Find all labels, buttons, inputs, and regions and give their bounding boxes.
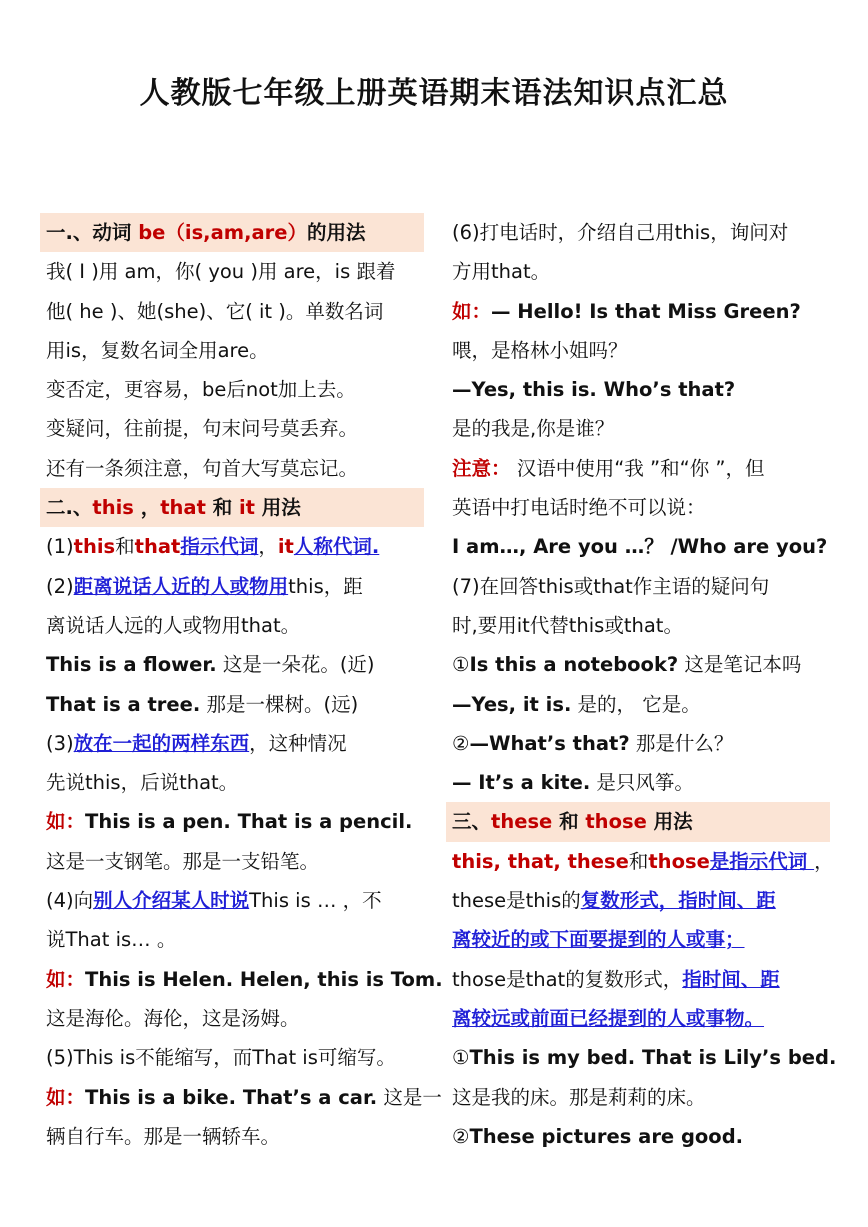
- text-line: 他( he )、她(she)、它( it )。单数名词: [46, 299, 384, 323]
- translation-line: 这是一支钢笔。那是一支铅笔。: [46, 849, 320, 873]
- example-line: 如：— Hello! Is that Miss Green?: [452, 299, 801, 323]
- left-column: [40, 213, 443, 1156]
- example-line: 如：This is a bike. That’s a car. 这是一: [46, 1085, 442, 1109]
- text-line: 我( I )用 am，你( you )用 are，is 跟着: [46, 260, 396, 284]
- text-line: 时,要用it代替this或that。: [452, 613, 683, 637]
- right-column: [446, 213, 837, 1156]
- example-line: — It’s a kite. 是只风筝。: [452, 771, 694, 795]
- page-title: 人教版七年级上册英语期末语法知识点汇总: [139, 76, 729, 111]
- text-line: 离说话人远的人或物用that。: [46, 613, 301, 637]
- example-line: 如：This is Helen. Helen, this is Tom.: [46, 967, 443, 991]
- point-1: (1)this和that指示代词，it人称代词.: [46, 535, 380, 559]
- translation-line: 是的我是,你是谁？: [452, 417, 615, 441]
- text-line: these是this的复数形式，指时间、距: [452, 889, 776, 913]
- example-line: —Yes, this is. Who’s that?: [452, 378, 736, 402]
- example-line: 如：This is a pen. That is a pencil.: [46, 810, 413, 834]
- example-line: That is a tree. 那是一棵树。(远): [46, 692, 359, 716]
- text-line: 还有一条须注意，句首大写莫忘记。: [46, 456, 359, 480]
- example-line: ①Is this a notebook? 这是笔记本吗: [452, 653, 802, 677]
- text-line: those是that的复数形式，指时间、距: [452, 967, 780, 991]
- example-line: This is a flower. 这是一朵花。(近): [46, 653, 375, 677]
- text-line: 变疑问，往前提，句末问号莫丢弃。: [46, 417, 359, 441]
- note-line: 注意： 汉语中使用“我 ”和“你 ”，但: [452, 456, 765, 480]
- example-line: —Yes, it is. 是的， 它是。: [452, 692, 701, 716]
- text-line: 变否定，更容易，be后not加上去。: [46, 378, 356, 402]
- point-4: (4)向别人介绍某人时说This is … ，不: [46, 889, 382, 913]
- example-line: I am…, Are you …？ /Who are you?: [452, 535, 828, 559]
- translation-line: 喂，是格林小姐吗？: [452, 338, 628, 362]
- translation-line: 这是海伦。海伦，这是汤姆。: [46, 1006, 300, 1030]
- example-line: ②—What’s that? 那是什么？: [452, 731, 734, 755]
- translation-line: 这是我的床。那是莉莉的床。: [452, 1085, 706, 1109]
- example-line: ②These pictures are good.: [452, 1124, 744, 1148]
- text-line: 先说this，后说that。: [46, 771, 239, 795]
- text-line: 离较远或前面已经提到的人或事物。: [452, 1006, 765, 1030]
- text-line: 方用that。: [452, 260, 551, 284]
- point-7: (7)在回答this或that作主语的疑问句: [452, 574, 770, 598]
- text-line: 离较近的或下面要提到的人或事；: [452, 928, 745, 952]
- point-5: (5)This is不能缩写，而That is可缩写。: [46, 1046, 396, 1070]
- text-line: 英语中打电话时绝不可以说：: [452, 496, 706, 520]
- text-line: this, that, these和those是指示代词 ，: [452, 849, 834, 873]
- section-1-header: 一.、动词 be（is,am,are）的用法: [40, 213, 424, 252]
- point-3: (3)放在一起的两样东西，这种情况: [46, 731, 347, 755]
- example-line: ①This is my bed. That is Lily’s bed.: [452, 1046, 837, 1070]
- text-line: 说That is… 。: [46, 928, 177, 952]
- section-2-header: 二.、this ，that 和 it 用法: [40, 488, 424, 527]
- translation-line: 辆自行车。那是一辆轿车。: [46, 1124, 281, 1148]
- point-6: (6)打电话时，介绍自己用this，询问对: [452, 221, 789, 244]
- point-2: (2)距离说话人近的人或物用this，距: [46, 574, 363, 598]
- section-3-header: 三、these 和 those 用法: [446, 802, 830, 841]
- text-line: 用is，复数名词全用are。: [46, 338, 269, 362]
